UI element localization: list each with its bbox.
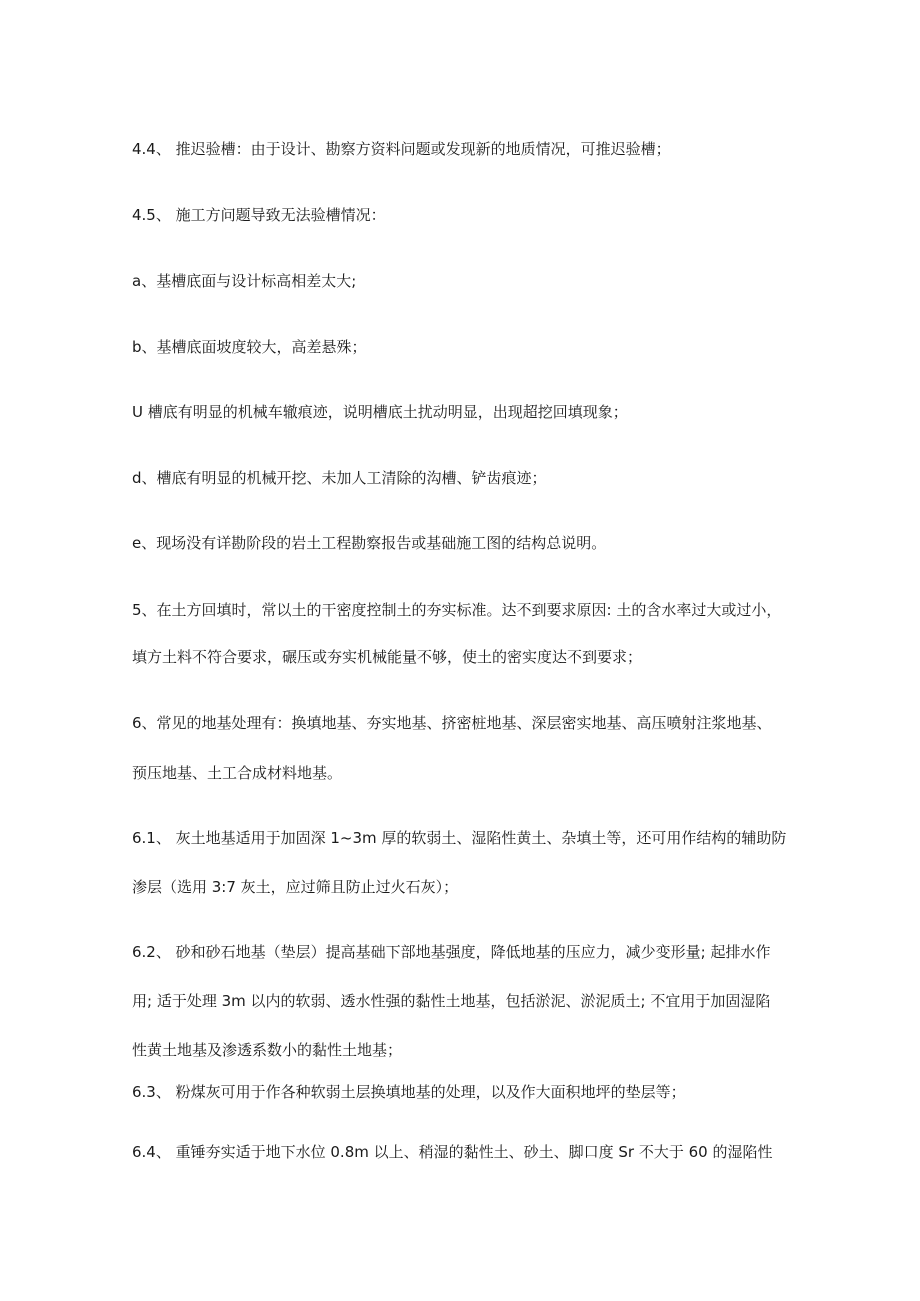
text-line-6-1-cont: 渗层（选用 3:7 灰土，应过筛且防止过火石灰）； <box>132 878 459 896</box>
text-line-e: e、现场没有详勘阶段的岩土工程勘察报告或基础施工图的结构总说明。 <box>132 534 607 552</box>
text-line-6-2: 6.2、 砂和砂石地基（垫层）提高基础下部地基强度，降低地基的压应力，减少变形量; 起排水作 <box>132 943 771 961</box>
text-line-5-cont: 填方土料不符合要求，碾压或夯实机械能量不够，使土的密实度达不到要求； <box>132 648 643 666</box>
text-line-6-3: 6.3、 粉煤灰可用于作各种软弱土层换填地基的处理，以及作大面积地坪的垫层等； <box>132 1083 686 1101</box>
text-line-6-cont: 预压地基、土工合成材料地基。 <box>132 764 343 782</box>
text-line-a: a、基槽底面与设计标高相差太大; <box>132 272 357 290</box>
text-line-4-5: 4.5、 施工方问题导致无法验槽情况： <box>132 206 386 224</box>
text-line-6-4: 6.4、 重锤夯实适于地下水位 0.8m 以上、稍湿的黏性土、砂土、脚口度 Sr 不大于 60 的湿陷性 <box>132 1143 773 1161</box>
text-line-6-2-cont1: 用; 适于处理 3m 以内的软弱、透水性强的黏性土地基，包括淤泥、淤泥质土; 不宜用于加固湿陷 <box>132 992 771 1010</box>
text-line-d: d、槽底有明显的机械开挖、未加人工清除的沟槽、铲齿痕迹； <box>132 469 547 487</box>
text-line-4-4: 4.4、 推迟验槽：由于设计、勘察方资料问题或发现新的地质情况，可推迟验槽； <box>132 140 671 158</box>
text-line-6-2-cont2: 性黄土地基及渗透系数小的黏性土地基； <box>132 1041 403 1059</box>
text-line-6-1: 6.1、 灰土地基适用于加固深 1~3m 厚的软弱土、湿陷性黄土、杂填土等，还可用作结构的辅助防 <box>132 829 787 847</box>
text-line-6: 6、常见的地基处理有：换填地基、夯实地基、挤密桩地基、深层密实地基、高压喷射注浆地基、 <box>132 714 772 732</box>
text-line-5: 5、在土方回填时，常以土的干密度控制土的夯实标准。达不到要求原因: 土的含水率过大或过小， <box>132 601 782 619</box>
text-line-c: U 槽底有明显的机械车辙痕迹，说明槽底土扰动明显，出现超挖回填现象； <box>132 403 628 421</box>
text-line-b: b、基槽底面坡度较大，高差悬殊； <box>132 338 367 356</box>
